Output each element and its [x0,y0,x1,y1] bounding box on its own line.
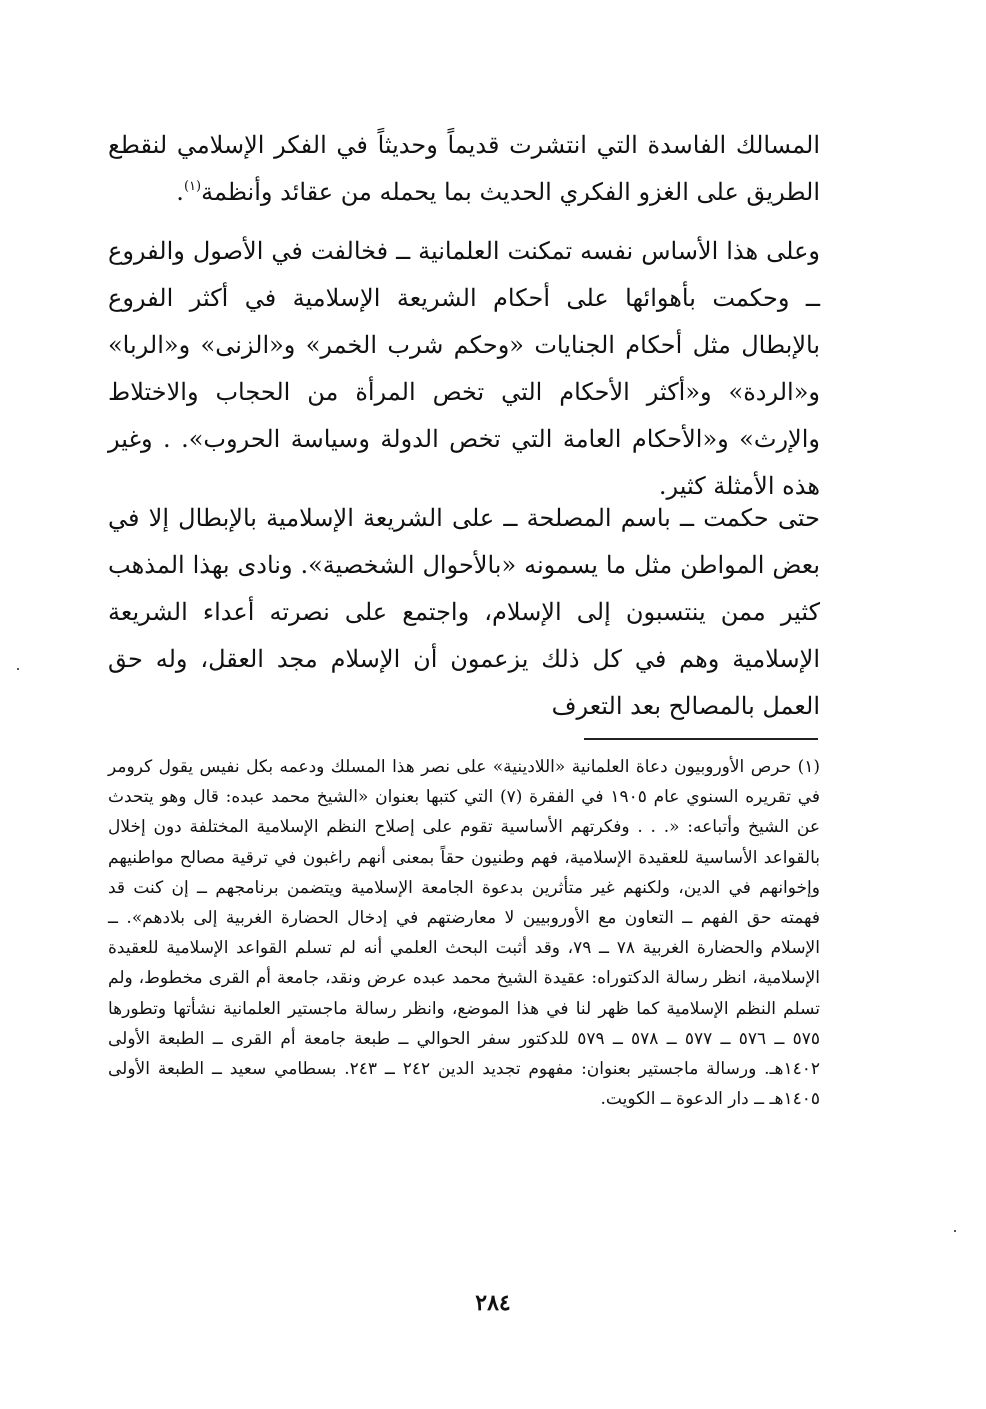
footnote-separator [584,738,818,740]
scan-speck [954,1230,956,1232]
footnote: (١) حرص الأوروبيون دعاة العلمانية «اللادينية» على نصر هذا المسلك ودعمه بكل نفيس يقول كرومر في تقريره السنوي عام ١٩٠٥ في الفقرة (٧) التي كتبها بعنوان «الشيخ محمد عبده: قال وهو يتحدث عن الشيخ وأتباعه: «. . . وفكرتهم الأساسية تقوم على إصلاح النظم الإسلامية المختلفة دون إخلال بالقواعد الأساسية للعقيدة الإسلامية، فهم وطنيون حقاً بمعنى أنهم راغبون في ترقية مصالح مواطنيهم وإخوانهم في الدين، ولكنهم غير متأثرين بدعوة الجامعة الإسلامية ويتضمن برنامجهم ــ إن كنت قد فهمته حق الفهم ــ التعاون مع الأوروبيين لا معارضتهم في إدخال الحضارة الغربية إلى بلادهم». ــ الإسلام والحضارة الغربية ٧٨ ــ ٧٩، وقد أثبت البحث العلمي أنه لم تسلم القواعد الإسلامية للعقيدة الإسلامية، انظر رسالة الدكتوراه: عقيدة الشيخ محمد عبده عرض ونقد، جامعة أم القرى مخطوط، ولم تسلم النظم الإسلامية كما ظهر لنا في هذا الموضع، وانظر رسالة ماجستير العلمانية نشأتها وتطورها ٥٧٥ ــ ٥٧٦ ــ ٥٧٧ ــ ٥٧٨ ــ ٥٧٩ للدكتور سفر الحوالي ــ طبعة جامعة أم القرى ــ الطبعة الأولى ١٤٠٢هـ. ورسالة ماجستير بعنوان: مفهوم تجديد الدين ٢٤٢ ــ ٢٤٣. بسطامي سعيد ــ الطبعة الأولى ١٤٠٥هـ ــ دار الدعوة ــ الكويت. [108,757,820,1110]
scan-speck [17,668,19,670]
paragraph-1-end: . [176,178,184,206]
paragraph-2: وعلى هذا الأساس نفسه تمكنت العلمانية ــ فخالفت في الأصول والفروع ــ وحكمت بأهوائها على أحكام الشريعة الإسلامية في أكثر الفروع بالإبطال مثل أحكام الجنايات «وحكم شرب الخمر» و«الزنى» و«الربا» و«الردة» و«أكثر الأحكام التي تخص المرأة من الحجاب والاختلاط والإرث» و«الأحكام العامة التي تخص الدولة وسياسة الحروب». . وغير هذه الأمثلة كثير. [108,237,820,500]
page-number: ٢٨٤ [475,1290,511,1316]
paragraph-1 [108,122,820,216]
footnote-reference: (١) [183,179,202,194]
paragraph-3: حتى حكمت ــ باسم المصلحة ــ على الشريعة الإسلامية بالإبطال إلا في بعض المواطن مثل ما يسمونه «بالأحوال الشخصية». ونادى بهذا المذهب كثير ممن ينتسبون إلى الإسلام، واجتمع على نصرته أعداء الشريعة الإسلامية وهم في كل ذلك يزعمون أن الإسلام مجد العقل، وله حق العمل بالمصالح بعد التعرف [108,504,821,720]
paragraph-1-text: المسالك الفاسدة التي انتشرت قديماً وحديثاً في الفكر الإسلامي لنقطع الطريق على الغزو الفكري الحديث بما يحمله من عقائد وأنظمة [108,131,820,206]
